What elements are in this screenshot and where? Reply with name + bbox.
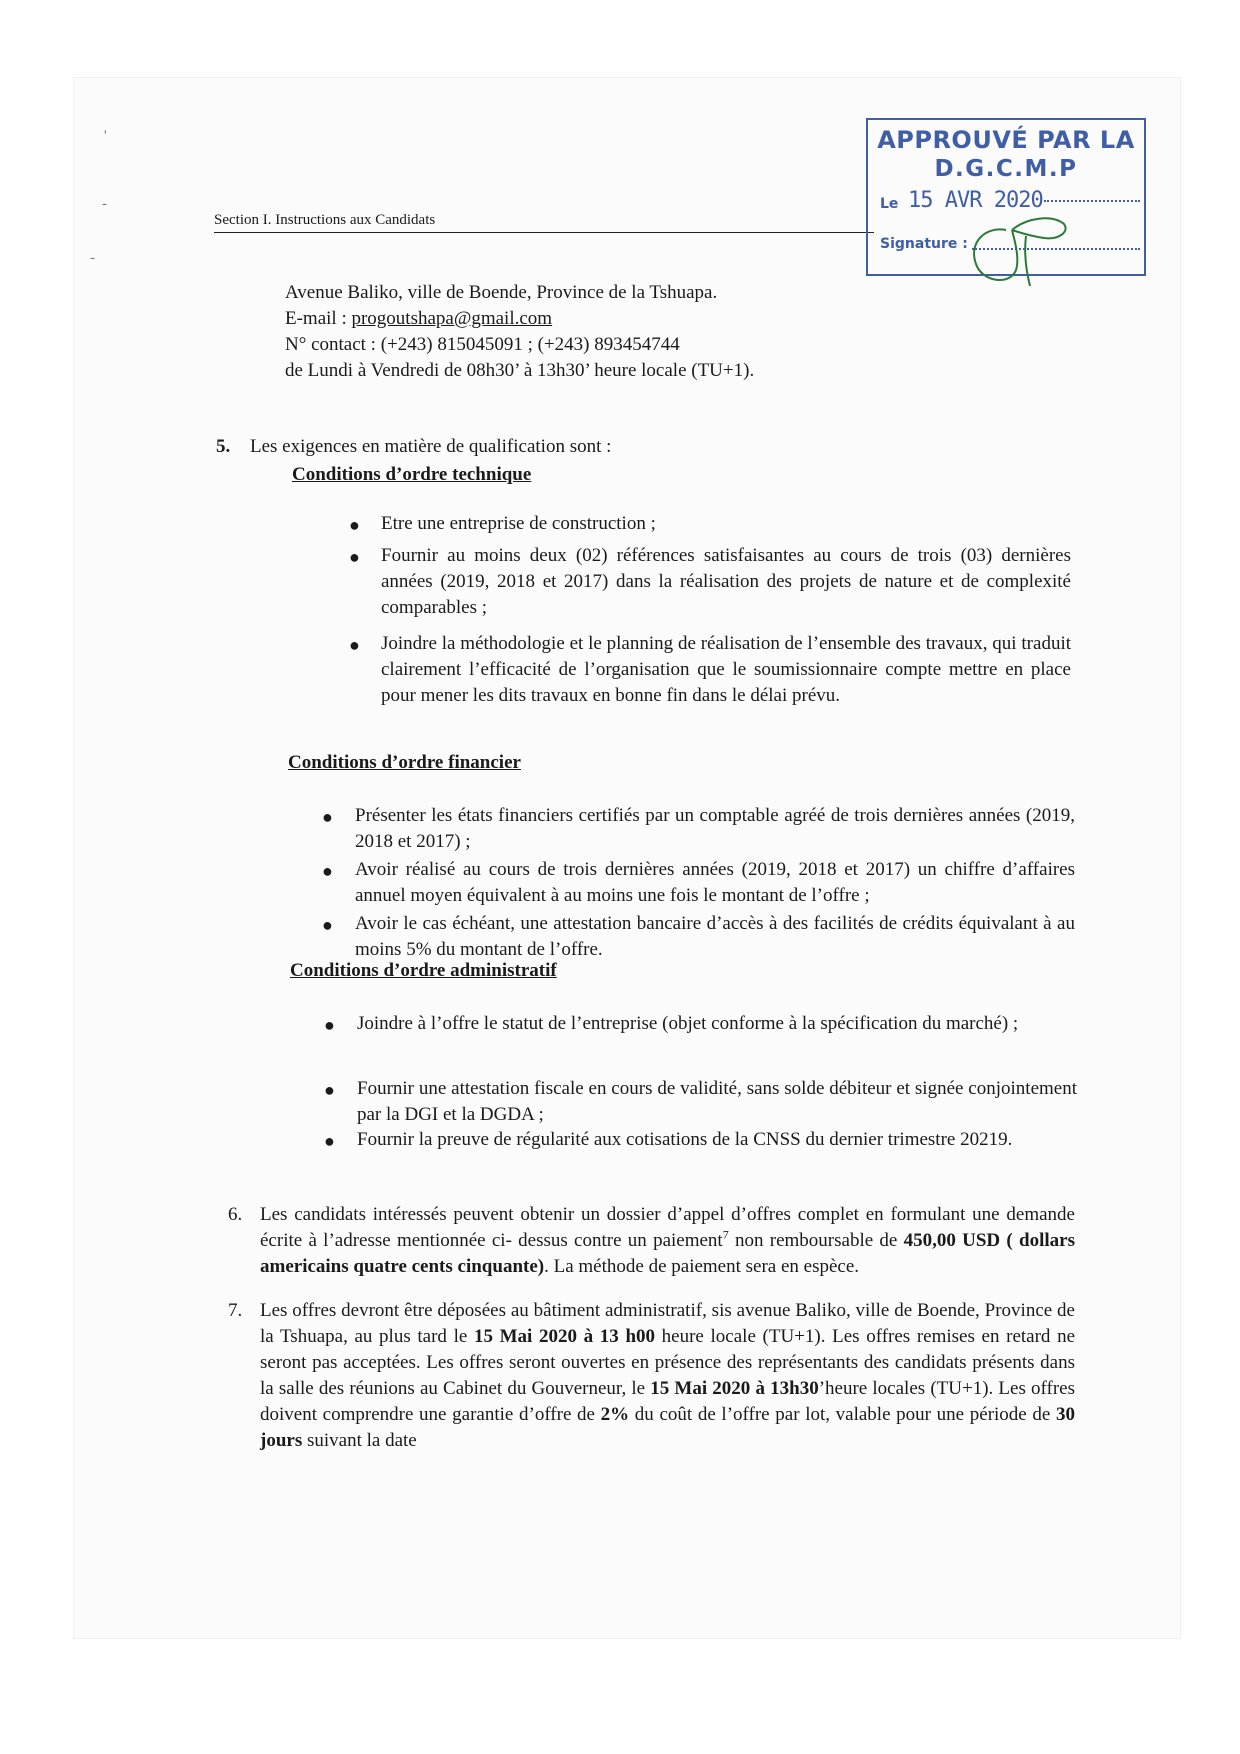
section-6-number: 6. [228, 1204, 243, 1225]
bullet-icon: ● [349, 635, 360, 655]
bullet-icon: ● [349, 515, 360, 535]
footnote-ref: 7 [722, 1227, 729, 1242]
bullet-icon: ● [322, 915, 333, 935]
technique-item-3: Joindre la méthodologie et le planning de réalisation de l’ensemble des travaux, qui traduit clairement l’efficacité de l’organisation que le soumissionnaire compte mettre en place pour mener les dits travaux en bonne fin dans le délai prévu. [381, 633, 1071, 706]
stamp-date-label: Le [880, 196, 899, 212]
section-5-intro: Les exigences en matière de qualification sont : [250, 436, 612, 457]
stamp-date: 15 AVR 2020 [908, 188, 1043, 213]
contact-email-line [285, 306, 985, 332]
financier-item-1: Présenter les états financiers certifiés par un comptable agréé de trois dernières années (2019, 2018 et 2017) ; [355, 805, 1075, 852]
fee-amount: 450,00 USD ( dollars americains quatre cents cinquante) [260, 1230, 1075, 1277]
bullet-icon: ● [322, 861, 333, 881]
bullet-icon: ● [322, 807, 333, 827]
validity-days: 30 jours [260, 1404, 1075, 1451]
header-rule [214, 232, 874, 233]
section-6-text: Les candidats intéressés peuvent obtenir un dossier d’appel d’offres complet en formulant une demande écrite à l’adresse mentionnée ci- dessus contre un paiement$^7$ non remboursable de 450,00 USD ( dollars americains quatre cents cinquante). La méthode de paiement sera en espèce. [260, 1204, 1075, 1277]
section-header: Section I. Instructions aux Candidats [214, 212, 436, 228]
section-5-number: 5. [216, 436, 231, 457]
contact-email-label: E-mail : [285, 308, 352, 329]
technique-item-2: Fournir au moins deux (02) références satisfaisantes au cours de trois (03) dernières années (2019, 2018 et 2017) dans la réalisation des projets de nature et de complexité comparables ; [381, 545, 1071, 618]
scan-mark: - [102, 196, 107, 212]
administratif-item-3: Fournir la preuve de régularité aux cotisations de la CNSS du dernier trimestre 20219. [357, 1129, 1013, 1150]
section-7-number: 7. [228, 1300, 243, 1321]
stamp-line-1: APPROUVÉ PAR LA [877, 126, 1135, 154]
stamp-signature-label: Signature : [880, 236, 968, 252]
section-7-text: Les offres devront être déposées au bâtiment administratif, sis avenue Baliko, ville de Boende, Province de la Tshuapa, au plus tard le 15 Mai 2020 à 13 h00 heure locale (TU+1). Les offres remises en retard ne seront pas acceptées. Les offres seront ouvertes en présence des représentants des candidats présents dans la salle des réunions au Cabinet du Gouverneur, le 15 Mai 2020 à 13h30’heure locales (TU+1). Les offres doivent comprendre une garantie d’offre de 2% du coût de l’offre par lot, valable pour une période de 30 jours suivant la date [260, 1300, 1076, 1451]
opening-time: 15 Mai 2020 à 13h30 [650, 1378, 819, 1399]
technique-item-1: Etre une entreprise de construction ; [381, 513, 656, 534]
scan-mark: ' [104, 128, 107, 144]
administratif-heading: Conditions d’ordre administratif [290, 960, 557, 981]
contact-block [285, 280, 985, 384]
bullet-icon: ● [324, 1015, 335, 1035]
technique-heading: Conditions d’ordre technique [292, 464, 532, 485]
financier-item-2: Avoir réalisé au cours de trois dernières années (2019, 2018 et 2017) un chiffre d’affaires annuel moyen équivalent à au moins une fois le montant de l’offre ; [355, 859, 1075, 906]
contact-email[interactable]: progoutshapa@gmail.com [351, 308, 553, 329]
financier-item-3: Avoir le cas échéant, une attestation bancaire d’accès à des facilités de crédits équivalant à au moins 5% du montant de l’offre. [355, 913, 1075, 960]
contact-phone: N° contact : (+243) 815045091 ; (+243) 893454744 [285, 334, 680, 355]
scan-mark: - [90, 250, 95, 266]
stamp-line-2: D.G.C.M.P [934, 156, 1078, 182]
guarantee-percent: 2% [600, 1404, 630, 1425]
bullet-icon: ● [349, 547, 360, 567]
bullet-icon: ● [324, 1080, 335, 1100]
financier-heading: Conditions d’ordre financier [288, 752, 521, 773]
contact-address: Avenue Baliko, ville de Boende, Province de la Tshuapa. [285, 282, 718, 303]
handwritten-signature [966, 200, 1076, 290]
bullet-icon: ● [324, 1131, 335, 1151]
administratif-item-1: Joindre à l’offre le statut de l’entreprise (objet conforme à la spécification du marché) ; [357, 1013, 1019, 1034]
submission-deadline: 15 Mai 2020 à 13 h00 [473, 1326, 656, 1347]
contact-hours: de Lundi à Vendredi de 08h30’ à 13h30’ heure locale (TU+1). [285, 360, 755, 381]
administratif-item-2: Fournir une attestation fiscale en cours de validité, sans solde débiteur et signée conjointement par la DGI et la DGDA ; [357, 1078, 1077, 1125]
